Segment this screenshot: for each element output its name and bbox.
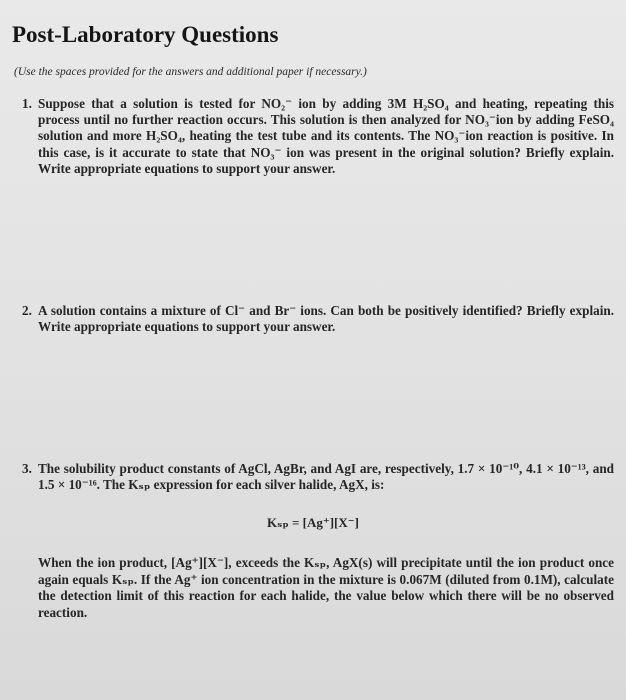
page-title: Post-Laboratory Questions (12, 22, 279, 47)
paragraph-line: the detection limit of this reaction for each halide, the value below which there will be no observed (38, 588, 614, 603)
question-number: 1. (22, 96, 32, 111)
question-2 (22, 303, 614, 335)
question-number: 3. (22, 461, 32, 476)
question-3-paragraph (38, 555, 614, 621)
question-line: Write appropriate equations to support your answer. (38, 160, 336, 176)
paragraph-line: reaction. (38, 604, 88, 620)
question-3 (22, 461, 614, 493)
question-line: solution and more H₂SO₄, heating the test tube and its contents. The NO₃⁻ion reaction is positive. In (38, 128, 614, 144)
question-line: Write appropriate equations to support your answer. (38, 319, 336, 335)
question-number: 2. (22, 303, 32, 318)
question-line: 1.5 × 10⁻¹⁶. The Kₛₚ expression for each silver halide, AgX, is: (38, 477, 385, 493)
question-line: this case, is it accurate to state that NO₃⁻ ion was present in the original solution? Briefly explain. (38, 144, 614, 160)
paragraph-line: When the ion product, [Ag⁺][X⁻], exceeds the Kₛₚ, AgX(s) will precipitate until the ion product once (38, 555, 614, 570)
question-line: A solution contains a mixture of Cl⁻ and Br⁻ ions. Can both be positively identified? Briefly explain. (38, 303, 614, 318)
instructions: (Use the spaces provided for the answers and additional paper if necessary.) (14, 66, 367, 78)
question-line: Suppose that a solution is tested for NO₂⁻ ion by adding 3M H₂SO₄ and heating, repeating this (38, 96, 614, 111)
question-line: process until no further reaction occurs. This solution is then analyzed for NO₃⁻ion by adding FeSO₄ (38, 112, 614, 128)
question-1 (22, 96, 614, 177)
ksp-equation: Kₛₚ = [Ag⁺][X⁻] (267, 515, 359, 530)
paragraph-line: again equals Kₛₚ. If the Ag⁺ ion concentration in the mixture is 0.067M (diluted from 0.1M), calculate (38, 571, 614, 587)
question-line: The solubility product constants of AgCl, AgBr, and AgI are, respectively, 1.7 × 10⁻¹⁰, 4.1 × 10⁻¹³, and (38, 461, 614, 476)
